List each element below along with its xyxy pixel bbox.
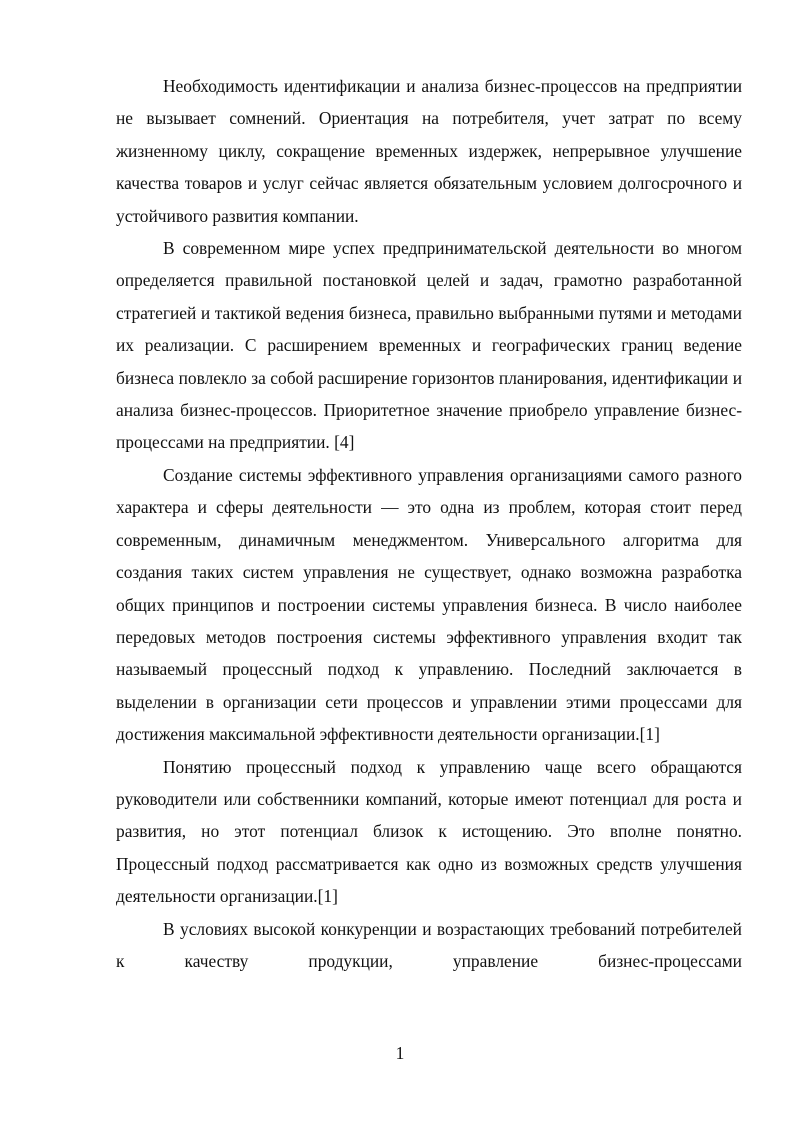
paragraph-2: В современном мире успех предпринимательской деятельности во многом определяется правильной постановкой целей и задач, грамотно разработанной стратегией и тактикой ведения бизнеса, правильно выбранными путями и методами их реализации. С расширением временных и географических границ ведение бизнеса повлекло за собой расширение горизонтов планирования, идентификации и анализа бизнес-процессов. Приоритетное значение приобрело управление бизнес-процессами на предприятии. [4] (116, 238, 742, 453)
paragraph-4: Понятию процессный подход к управлению чаще всего обращаются руководители или собственники компаний, которые имеют потенциал для роста и развития, но этот потенциал близок к истощению. Это вполне понятно. Процессный подход рассматривается как одно из возможных средств улучшения деятельности организации.[1] (116, 756, 742, 907)
body-text (116, 70, 742, 977)
paragraph-1: Необходимость идентификации и анализа бизнес-процессов на предприятии не вызывает сомнений. Ориентация на потребителя, учет затрат по всему жизненному циклу, сокращение временных издержек, непрерывное улучшение качества товаров и услуг сейчас является обязательным условием долгосрочного и устойчивого развития компании. (116, 76, 742, 226)
page-number: 1 (395, 1043, 405, 1063)
paragraph-5: В условиях высокой конкуренции и возрастающих требований потребителей к качеству продукции, управление бизнес-процессами (116, 918, 742, 971)
paragraph-3: Создание системы эффективного управления организациями самого разного характера и сферы деятельности — это одна из проблем, которая стоит перед современным, динамичным менеджментом. Универсального алгоритма для создания таких систем управления не существует, однако возможна разработка общих принципов и построении системы управления бизнеса. В число наиболее передовых методов построения системы эффективного управления входит так называемый процессный подход к управлению. Последний заключается в выделении в организации сети процессов и управлении этими процессами для достижения максимальной эффективности деятельности организации.[1] (116, 464, 742, 745)
